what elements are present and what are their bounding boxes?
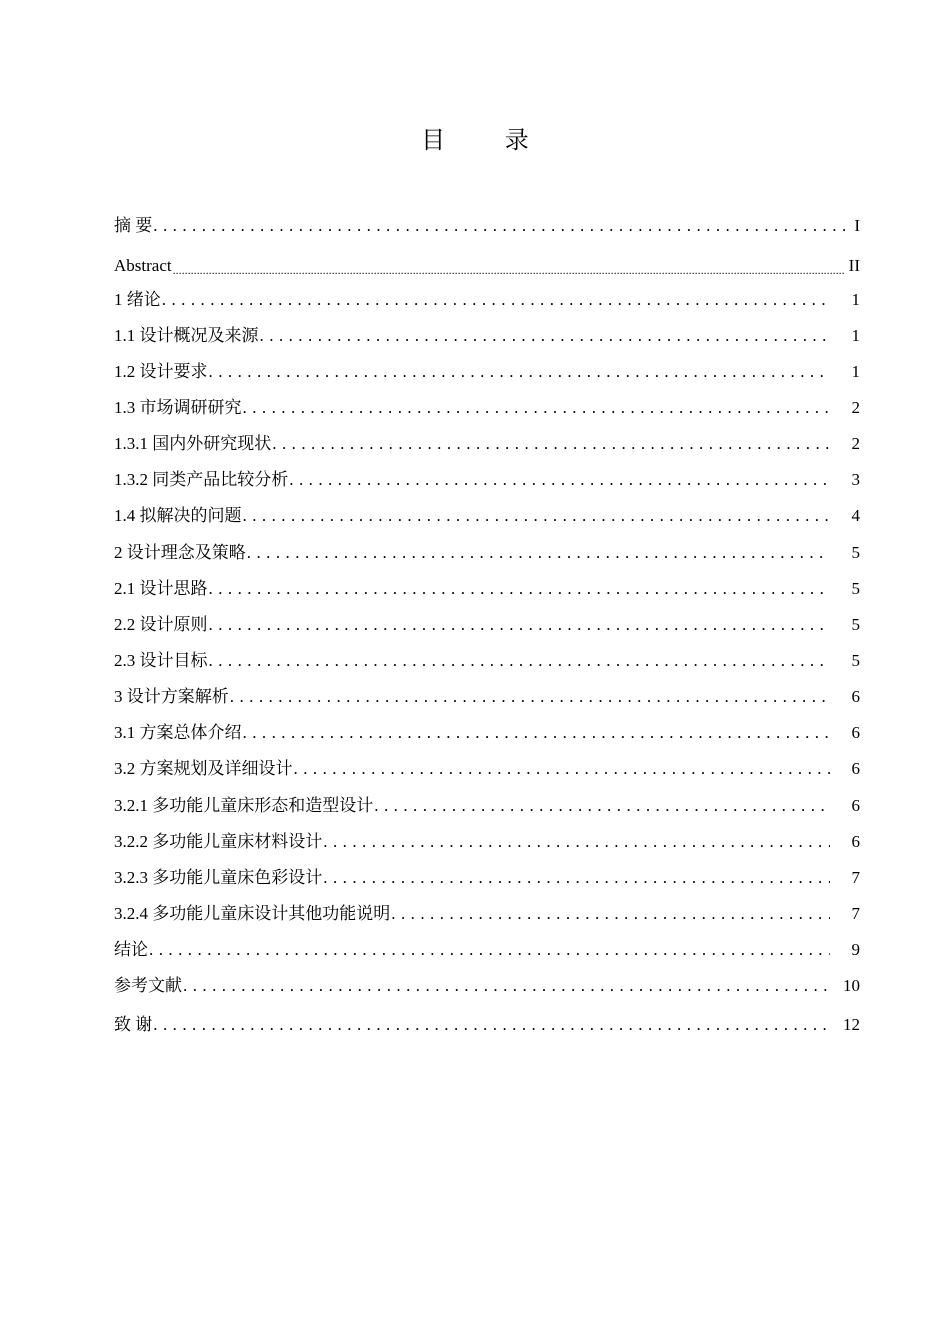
toc-entry-label: 1.3.2 同类产品比较分析 xyxy=(114,470,289,489)
toc-entry-label: 3.2.4 多功能儿童床设计其他功能说明 xyxy=(114,904,391,923)
toc-entry-1-3-2[interactable] xyxy=(114,467,860,491)
toc-entry-label: 2.3 设计目标 xyxy=(114,651,208,670)
toc-entry-1-1[interactable] xyxy=(114,323,860,347)
toc-entry-label: Abstract xyxy=(114,256,172,275)
toc-entry-page: 3 xyxy=(830,469,860,491)
toc-entry-page: 6 xyxy=(830,686,860,708)
toc-entry-label: 1.4 拟解决的问题 xyxy=(114,506,242,525)
dot-leader xyxy=(149,939,830,961)
toc-entry-label: 3.2.3 多功能儿童床色彩设计 xyxy=(114,868,323,887)
dot-leader xyxy=(209,361,831,383)
dot-leader xyxy=(209,578,831,600)
toc-entry-3[interactable] xyxy=(114,684,860,708)
toc-entry-conclusion[interactable] xyxy=(114,937,860,961)
dot-leader xyxy=(230,686,830,708)
toc-entry-label: 1.3.1 国内外研究现状 xyxy=(114,434,272,453)
dot-leader xyxy=(247,542,830,564)
toc-entry-label: 3.1 方案总体介绍 xyxy=(114,723,242,742)
dot-leader xyxy=(289,469,830,491)
toc-entry-page: 5 xyxy=(830,614,860,636)
toc-entry-page: 12 xyxy=(830,1014,860,1036)
toc-entry-3-2-3[interactable] xyxy=(114,865,860,889)
toc-entry-label: 参考文献 xyxy=(114,976,182,995)
dot-leader xyxy=(260,325,831,347)
toc-entry-page: 5 xyxy=(830,578,860,600)
toc-title: 目 录 xyxy=(421,126,555,154)
dot-leader xyxy=(243,505,831,527)
toc-entry-page: 2 xyxy=(830,433,860,455)
toc-entry-label: 3.2 方案规划及详细设计 xyxy=(114,759,293,778)
dot-leader xyxy=(272,433,830,455)
toc-entry-label: 致 谢 xyxy=(114,1015,153,1034)
toc-entry-page: 6 xyxy=(830,758,860,780)
toc-entry-page: 6 xyxy=(830,722,860,744)
toc-entry-1-3[interactable] xyxy=(114,395,860,419)
toc-entry-page: 1 xyxy=(830,289,860,311)
toc-entry-3-2-2[interactable] xyxy=(114,829,860,853)
toc-entry-page: 2 xyxy=(830,397,860,419)
toc-entry-page: 9 xyxy=(830,939,860,961)
toc-entry-1[interactable] xyxy=(114,287,860,311)
toc-entry-page: 5 xyxy=(830,542,860,564)
toc-entry-1-4[interactable] xyxy=(114,503,860,527)
toc-entry-page: I xyxy=(846,215,860,237)
dot-leader xyxy=(391,903,830,925)
toc-entry-page: 6 xyxy=(830,831,860,853)
toc-entry-label: 1.3 市场调研研究 xyxy=(114,398,242,417)
toc-entry-2-1[interactable] xyxy=(114,576,860,600)
dot-leader xyxy=(243,722,831,744)
toc-entry-label: 3.2.1 多功能儿童床形态和造型设计 xyxy=(114,796,374,815)
toc-entry-label: 2.1 设计思路 xyxy=(114,579,208,598)
toc-entry-3-1[interactable] xyxy=(114,720,860,744)
toc-entry-abstract-cn[interactable] xyxy=(114,213,860,237)
toc-entry-acknowledgements[interactable] xyxy=(114,1012,860,1036)
toc-entry-3-2[interactable] xyxy=(114,756,860,780)
dot-leader xyxy=(183,975,830,997)
dot-leader xyxy=(153,1014,830,1036)
toc-entry-label: 结论 xyxy=(114,940,148,959)
toc-entry-page: 10 xyxy=(830,975,860,997)
toc-entry-1-3-1[interactable] xyxy=(114,431,860,455)
dot-leader xyxy=(153,215,846,237)
toc-entry-page: 1 xyxy=(830,325,860,347)
toc-entry-2-2[interactable] xyxy=(114,612,860,636)
toc-entry-label: 3.2.2 多功能儿童床材料设计 xyxy=(114,832,323,851)
dot-leader xyxy=(173,255,845,277)
toc-entry-label: 1.2 设计要求 xyxy=(114,362,208,381)
toc-entry-label: 3 设计方案解析 xyxy=(114,687,229,706)
dot-leader xyxy=(294,758,831,780)
toc-entry-label: 2 设计理念及策略 xyxy=(114,543,246,562)
toc-entry-page: 7 xyxy=(830,903,860,925)
toc-entry-page: 4 xyxy=(830,505,860,527)
toc-entry-2-3[interactable] xyxy=(114,648,860,672)
toc-entry-page: 1 xyxy=(830,361,860,383)
toc-entry-2[interactable] xyxy=(114,540,860,564)
toc-entry-3-2-4[interactable] xyxy=(114,901,860,925)
dot-leader xyxy=(162,289,830,311)
toc-entry-page: 7 xyxy=(830,867,860,889)
toc-entry-label: 摘 要 xyxy=(114,216,153,235)
toc-entry-page: 5 xyxy=(830,650,860,672)
dot-leader xyxy=(209,650,831,672)
dot-leader xyxy=(323,867,830,889)
dot-leader xyxy=(323,831,830,853)
toc-entry-1-2[interactable] xyxy=(114,359,860,383)
toc-entry-label: 2.2 设计原则 xyxy=(114,615,208,634)
toc-entry-references[interactable] xyxy=(114,973,860,997)
toc-entry-page: 6 xyxy=(830,795,860,817)
toc-entry-label: 1.1 设计概况及来源 xyxy=(114,326,259,345)
dot-leader xyxy=(374,795,830,817)
toc-entry-abstract-en[interactable] xyxy=(114,253,860,277)
toc-entry-page: II xyxy=(845,255,860,277)
toc-entry-label: 1 绪论 xyxy=(114,290,161,309)
dot-leader xyxy=(209,614,831,636)
toc-entry-3-2-1[interactable] xyxy=(114,793,860,817)
dot-leader xyxy=(243,397,831,419)
